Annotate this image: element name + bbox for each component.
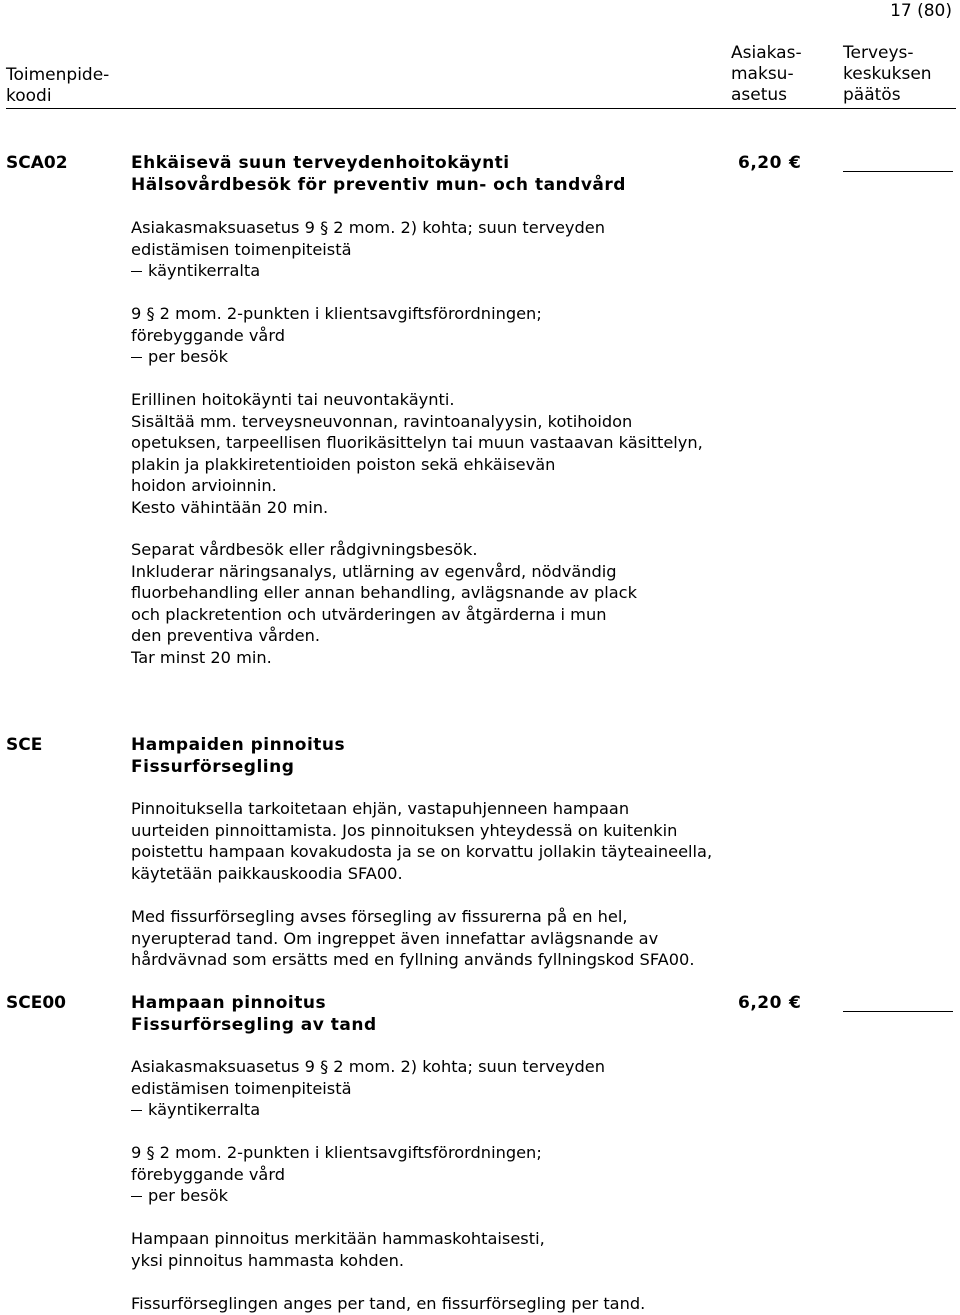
euro-icon: € xyxy=(788,993,802,1013)
text-line: Fissurförseglingen anges per tand, en fissurförsegling per tand. xyxy=(131,1294,646,1313)
text-line: plakin ja plakkiretentioiden poiston sekä ehkäisevän xyxy=(131,454,556,474)
procedure-title xyxy=(131,734,345,778)
fee-amount xyxy=(738,992,801,1014)
text-line: 9 § 2 mom. 2-punkten i klientsavgiftsförordningen; xyxy=(131,304,542,323)
text-line: Tar minst 20 min. xyxy=(131,647,272,667)
header-line: keskuksen xyxy=(843,64,932,84)
procedure-code: SCE xyxy=(6,735,43,755)
text-line xyxy=(131,1185,542,1207)
text-line: förebyggande vård xyxy=(131,325,285,345)
text-line: hoidon arvioinnin. xyxy=(131,476,277,495)
decision-field xyxy=(843,1011,953,1012)
text-line: fluorbehandling eller annan behandling, avlägsnande av plack xyxy=(131,583,637,602)
title-fi: Hampaan pinnoitus xyxy=(131,993,327,1013)
procedure-title xyxy=(131,152,626,196)
text-line: och plackretention och utvärderingen av åtgärderna i mun xyxy=(131,604,607,624)
title-sv: Fissurförsegling av tand xyxy=(131,1015,377,1035)
fee-value: 6,20 xyxy=(738,153,782,173)
text-line: Med fissurförsegling avses försegling av fissurerna på en hel, xyxy=(131,907,628,926)
description-sv xyxy=(131,539,637,668)
dash-text: per besök xyxy=(148,1186,228,1205)
dash-icon xyxy=(131,357,142,358)
title-sv: Hälsovårdbesök för preventiv mun- och tandvård xyxy=(131,175,626,195)
fee-amount xyxy=(738,152,801,174)
text-line: Asiakasmaksuasetus 9 § 2 mom. 2) kohta; suun terveyden xyxy=(131,218,605,237)
title-sv: Fissurförsegling xyxy=(131,757,295,777)
column-header-decision xyxy=(843,43,932,106)
procedure-code: SCA02 xyxy=(6,153,68,173)
description-fi xyxy=(131,1228,545,1271)
text-line: Kesto vähintään 20 min. xyxy=(131,497,329,517)
column-header-fee xyxy=(731,43,802,106)
fee-basis-fi xyxy=(131,1056,605,1121)
text-line: käytetään paikkauskoodia SFA00. xyxy=(131,863,403,883)
fee-basis-sv xyxy=(131,1142,542,1207)
header-line: Terveys- xyxy=(843,43,914,63)
text-line: Inkluderar näringsanalys, utlärning av egenvård, nödvändig xyxy=(131,561,617,581)
text-line: Sisältää mm. terveysneuvonnan, ravintoanalyysin, kotihoidon xyxy=(131,411,633,431)
header-line: maksu- xyxy=(731,64,794,84)
text-line: opetuksen, tarpeellisen fluorikäsittelyn tai muun vastaavan käsittelyn, xyxy=(131,433,703,452)
text-line: den preventiva vården. xyxy=(131,626,320,645)
dash-text: per besök xyxy=(148,347,228,366)
title-fi: Ehkäisevä suun terveydenhoitokäynti xyxy=(131,153,510,173)
text-line: Separat vårdbesök eller rådgivningsbesök. xyxy=(131,540,478,559)
header-line: koodi xyxy=(6,86,52,106)
text-line: nyerupterad tand. Om ingreppet även innefattar avlägsnande av xyxy=(131,928,659,948)
header-divider xyxy=(6,108,956,109)
dash-icon xyxy=(131,271,142,272)
text-line: uurteiden pinnoittamista. Jos pinnoituksen yhteydessä on kuitenkin xyxy=(131,820,678,840)
text-line: edistämisen toimenpiteistä xyxy=(131,1078,352,1098)
header-line: Asiakas- xyxy=(731,43,802,63)
dash-icon xyxy=(131,1196,142,1197)
header-line: päätös xyxy=(843,85,901,105)
fee-basis-fi xyxy=(131,217,605,282)
column-header-code xyxy=(6,65,109,107)
text-line: yksi pinnoitus hammasta kohden. xyxy=(131,1250,404,1270)
title-fi: Hampaiden pinnoitus xyxy=(131,735,346,755)
header-line: Toimenpide- xyxy=(6,65,110,85)
text-line: Hampaan pinnoitus merkitään hammaskohtaisesti, xyxy=(131,1229,545,1248)
description-sv xyxy=(131,906,694,971)
dash-icon xyxy=(131,1110,142,1111)
decision-field xyxy=(843,171,953,172)
dash-text: käyntikerralta xyxy=(148,1100,261,1119)
procedure-code: SCE00 xyxy=(6,993,66,1013)
euro-icon: € xyxy=(788,153,802,173)
text-line xyxy=(131,260,605,282)
page-number: 17 (80) xyxy=(890,1,952,21)
fee-value: 6,20 xyxy=(738,993,782,1013)
dash-text: käyntikerralta xyxy=(148,261,261,280)
fee-basis-sv xyxy=(131,303,542,368)
text-line: poistettu hampaan kovakudosta ja se on korvattu jollakin täyteaineella, xyxy=(131,842,713,861)
text-line: Erillinen hoitokäynti tai neuvontakäynti. xyxy=(131,390,455,409)
text-line: förebyggande vård xyxy=(131,1164,285,1184)
description-fi xyxy=(131,798,712,884)
text-line: hårdvävnad som ersätts med en fyllning används fyllningskod SFA00. xyxy=(131,950,695,969)
text-line xyxy=(131,1099,605,1121)
text-line: Pinnoituksella tarkoitetaan ehjän, vastapuhjenneen hampaan xyxy=(131,799,630,818)
description-sv xyxy=(131,1293,645,1315)
procedure-title xyxy=(131,992,377,1036)
description-fi xyxy=(131,389,703,518)
text-line: 9 § 2 mom. 2-punkten i klientsavgiftsförordningen; xyxy=(131,1143,542,1162)
text-line xyxy=(131,346,542,368)
header-line: asetus xyxy=(731,85,788,105)
text-line: Asiakasmaksuasetus 9 § 2 mom. 2) kohta; suun terveyden xyxy=(131,1057,605,1076)
text-line: edistämisen toimenpiteistä xyxy=(131,239,352,259)
